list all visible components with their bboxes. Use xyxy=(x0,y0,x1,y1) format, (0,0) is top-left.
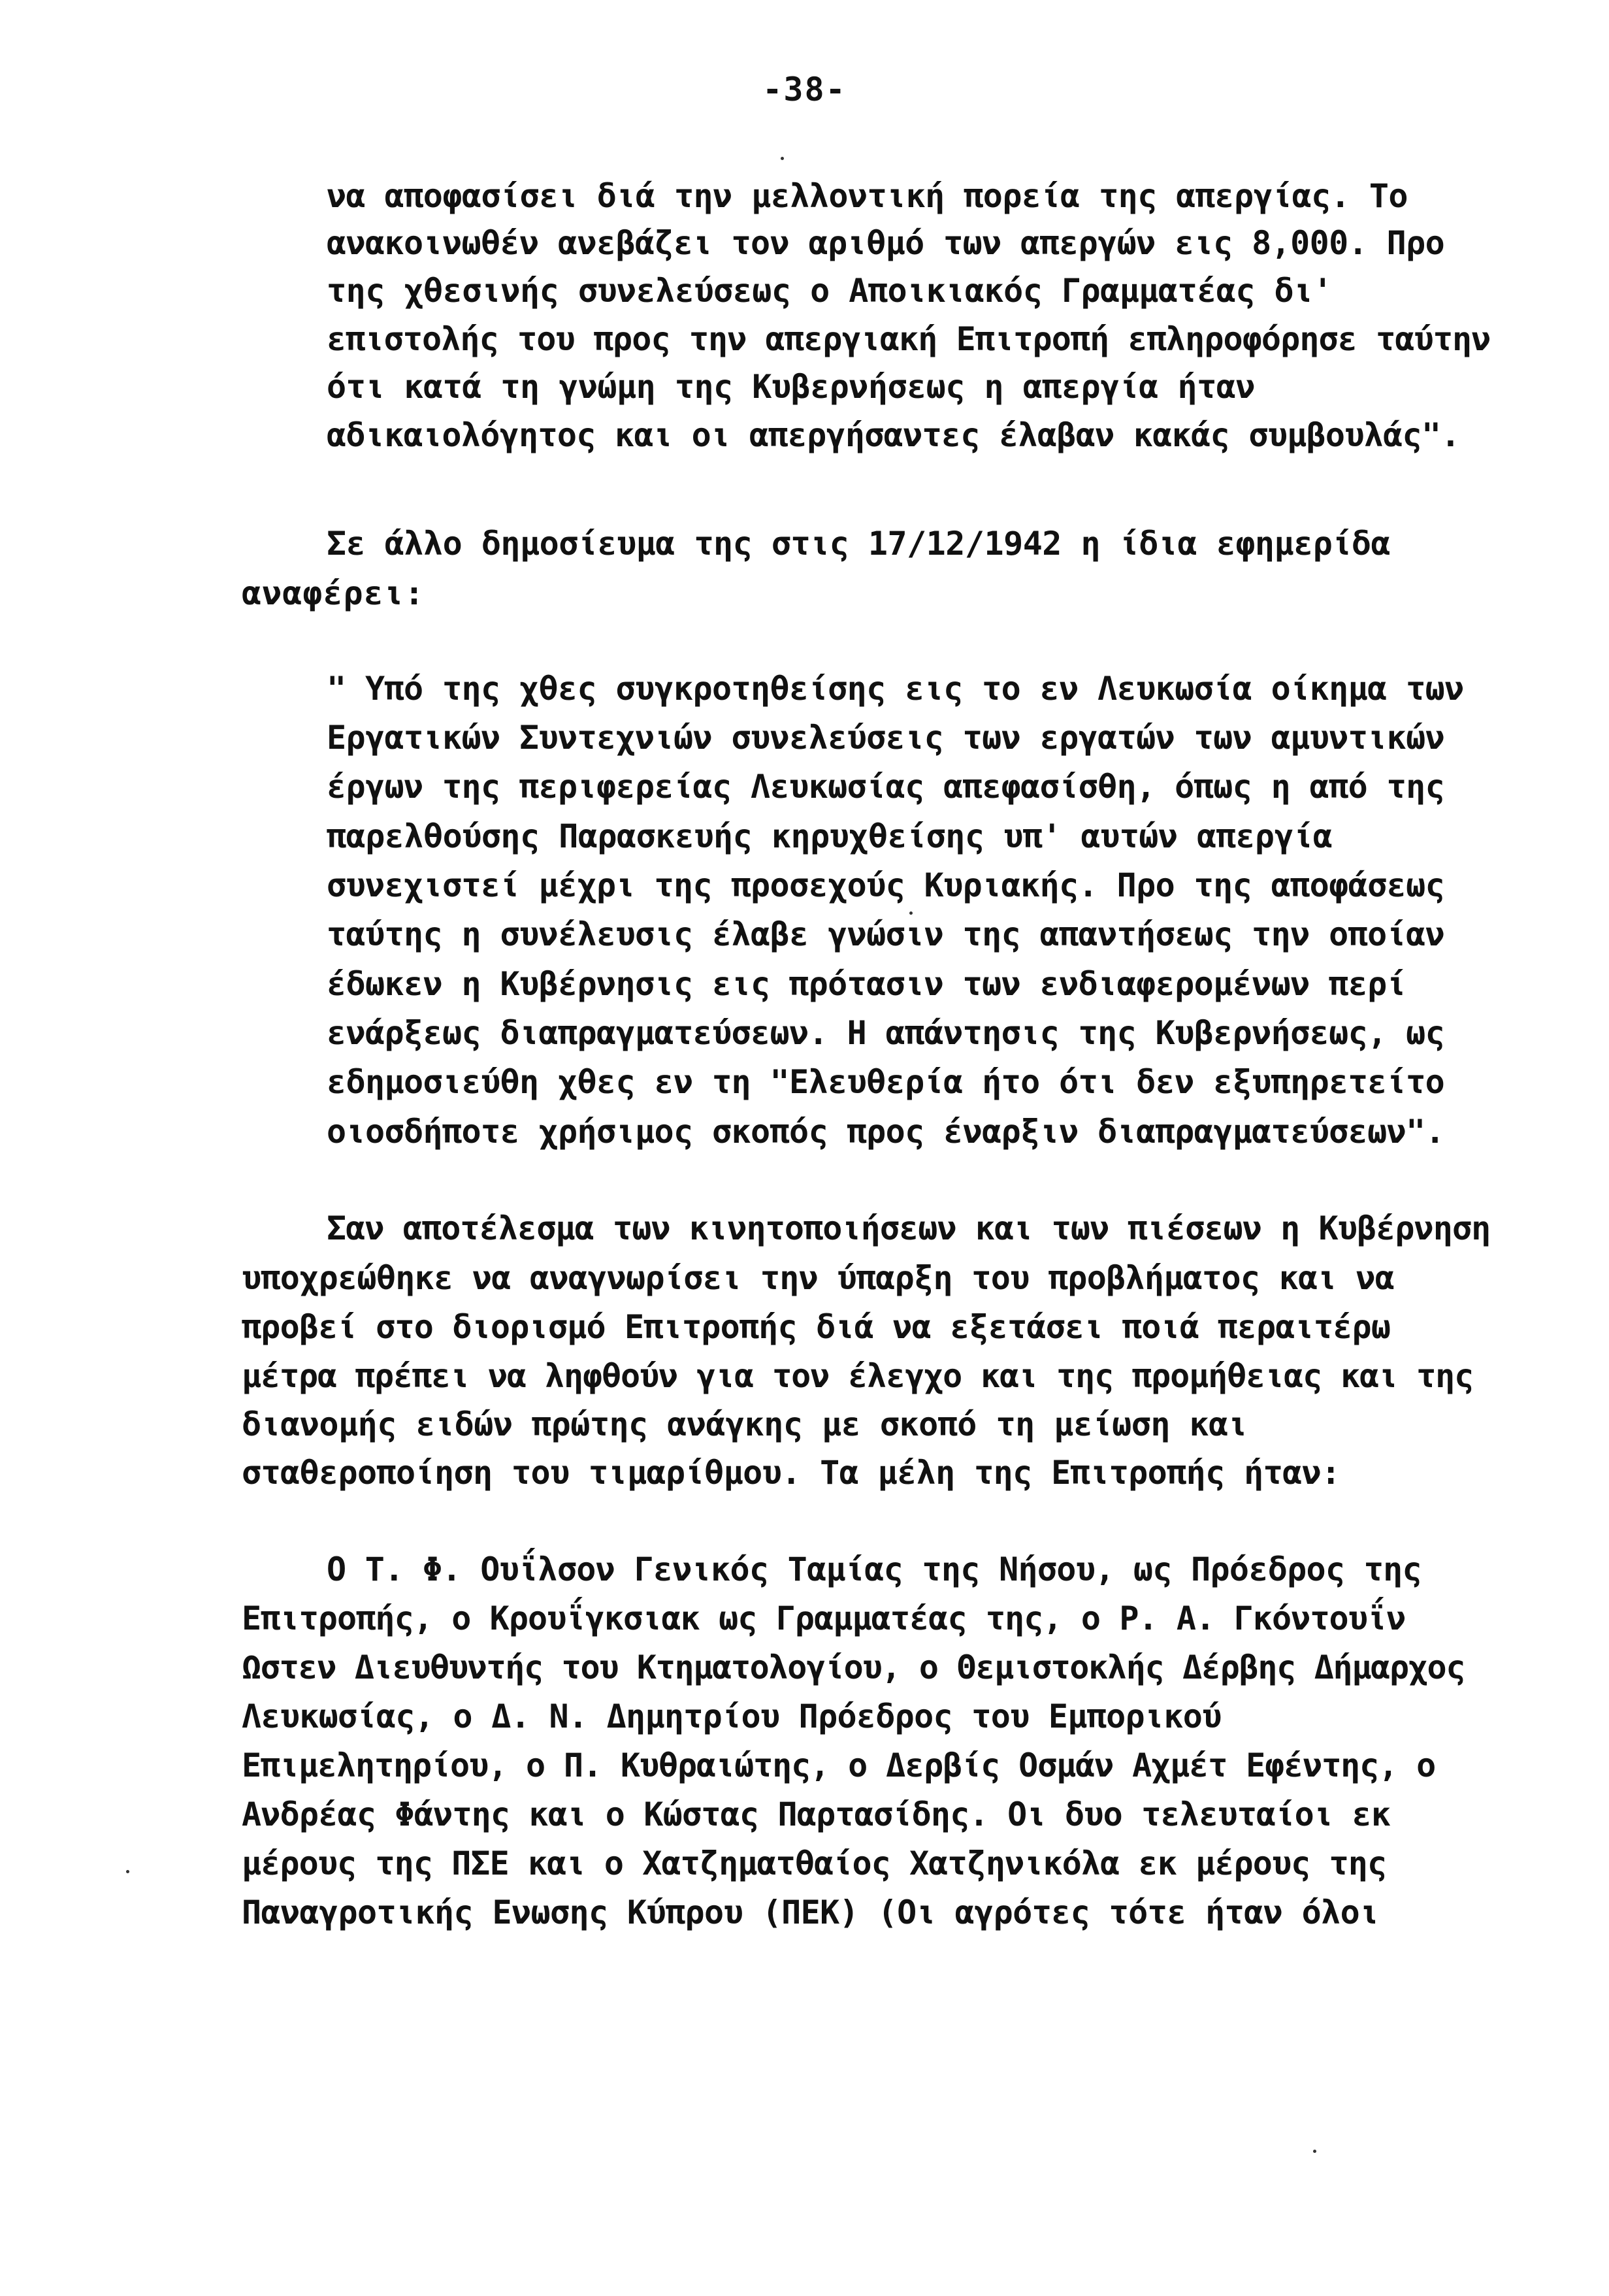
text-line: ότι κατά τη γνώμη της Κυβερνήσεως η απεργία ήταν xyxy=(327,368,1255,406)
text-line: να αποφασίσει διά την μελλοντική πορεία της απεργίας. Το xyxy=(327,177,1408,215)
text-line: προβεί στο διορισμό Επιτροπής διά να εξετάσει ποιά περαιτέρω xyxy=(242,1308,1391,1346)
quote-line: συνεχιστεί μέχρι της προσεχούς Κυριακής. Προ της αποφάσεως xyxy=(327,866,1445,904)
text-line: διανομής ειδών πρώτης ανάγκης με σκοπό τη μείωση και xyxy=(242,1405,1248,1443)
scan-speck xyxy=(909,911,913,915)
text-line: σταθεροποίηση του τιμαρίθμου. Τα μέλη της Επιτροπής ήταν: xyxy=(242,1454,1341,1492)
text-line: της χθεσινής συνελεύσεως ο Αποικιακός Γραμματέας δι' xyxy=(327,272,1333,310)
text-line: Λευκωσίας, ο Δ. Ν. Δημητρίου Πρόεδρος του Εμπορικού xyxy=(242,1697,1222,1735)
scan-speck xyxy=(126,1870,129,1873)
text-line: μέτρα πρέπει να ληφθούν για τον έλεγχο και της προμήθειας και της xyxy=(242,1357,1474,1395)
text-line: Σαν αποτέλεσμα των κινητοποιήσεων και των πιέσεων η Κυβέρνηση xyxy=(327,1209,1491,1247)
scan-speck xyxy=(1313,2150,1316,2153)
text-line: αναφέρει: xyxy=(242,574,425,612)
text-line: Επιτροπής, ο Κρουΐγκσιακ ως Γραμματέας της, ο Ρ. Α. Γκόντουΐν xyxy=(242,1599,1406,1637)
quote-line: έργων της περιφερείας Λευκωσίας απεφασίσθη, όπως η από της xyxy=(327,768,1445,806)
quote-line: εδημοσιεύθη χθες εν τη "Ελευθερία ήτο ότι δεν εξυπηρετείτο xyxy=(327,1063,1445,1101)
quote-line: " Υπό της χθες συγκροτηθείσης εις το εν Λευκωσία οίκημα των xyxy=(327,670,1464,708)
quote-line: έδωκεν η Κυβέρνησις εις πρότασιν των ενδιαφερομένων περί xyxy=(327,965,1406,1003)
quote-line: Εργατικών Συντεχνιών συνελεύσεις των εργατών των αμυντικών xyxy=(327,719,1445,757)
page-number: -38- xyxy=(762,71,847,108)
text-line: Σε άλλο δημοσίευμα της στις 17/12/1942 η ίδια εφημερίδα xyxy=(327,525,1391,563)
text-line: Παναγροτικής Ενωσης Κύπρου (ΠΕΚ) (Οι αγρότες τότε ήταν όλοι xyxy=(242,1894,1379,1931)
scan-speck xyxy=(781,157,784,160)
text-line: ανακοινωθέν ανεβάζει τον αριθμό των απεργών εις 8,000. Προ xyxy=(327,224,1445,262)
text-line: αδικαιολόγητος και οι απεργήσαντες έλαβαν κακάς συμβουλάς". xyxy=(327,416,1460,454)
quote-line: ταύτης η συνέλευσις έλαβε γνώσιν της απαντήσεως την οποίαν xyxy=(327,915,1445,953)
quote-line: οιοσδήποτε χρήσιμος σκοπός προς έναρξιν διαπραγματεύσεων". xyxy=(327,1113,1445,1151)
text-line: Ανδρέας Φάντης και ο Κώστας Παρτασίδης. Οι δυο τελευταίοι εκ xyxy=(242,1796,1391,1833)
quote-line: παρελθούσης Παρασκευής κηρυχθείσης υπ' αυτών απεργία xyxy=(327,817,1333,855)
text-line: Ωστεν Διευθυντής του Κτηματολογίου, ο Θεμιστοκλής Δέρβης Δήμαρχος xyxy=(242,1648,1465,1686)
text-line: υποχρεώθηκε να αναγνωρίσει την ύπαρξη του προβλήματος και να xyxy=(242,1259,1395,1297)
text-line: επιστολής του προς την απεργιακή Επιτροπή επληροφόρησε ταύτην xyxy=(327,320,1491,358)
text-line: Επιμελητηρίου, ο Π. Κυθραιώτης, ο Δερβίς Οσμάν Αχμέτ Εφέντης, ο xyxy=(242,1747,1436,1784)
text-line: Ο Τ. Φ. Ουΐλσον Γενικός Ταμίας της Νήσου, ως Πρόεδρος της xyxy=(327,1550,1422,1588)
quote-line: ενάρξεως διαπραγματεύσεων. Η απάντησις της Κυβερνήσεως, ως xyxy=(327,1014,1445,1052)
text-line: μέρους της ΠΣΕ και ο Χατζηματθαίος Χατζηνικόλα εκ μέρους της xyxy=(242,1845,1387,1882)
